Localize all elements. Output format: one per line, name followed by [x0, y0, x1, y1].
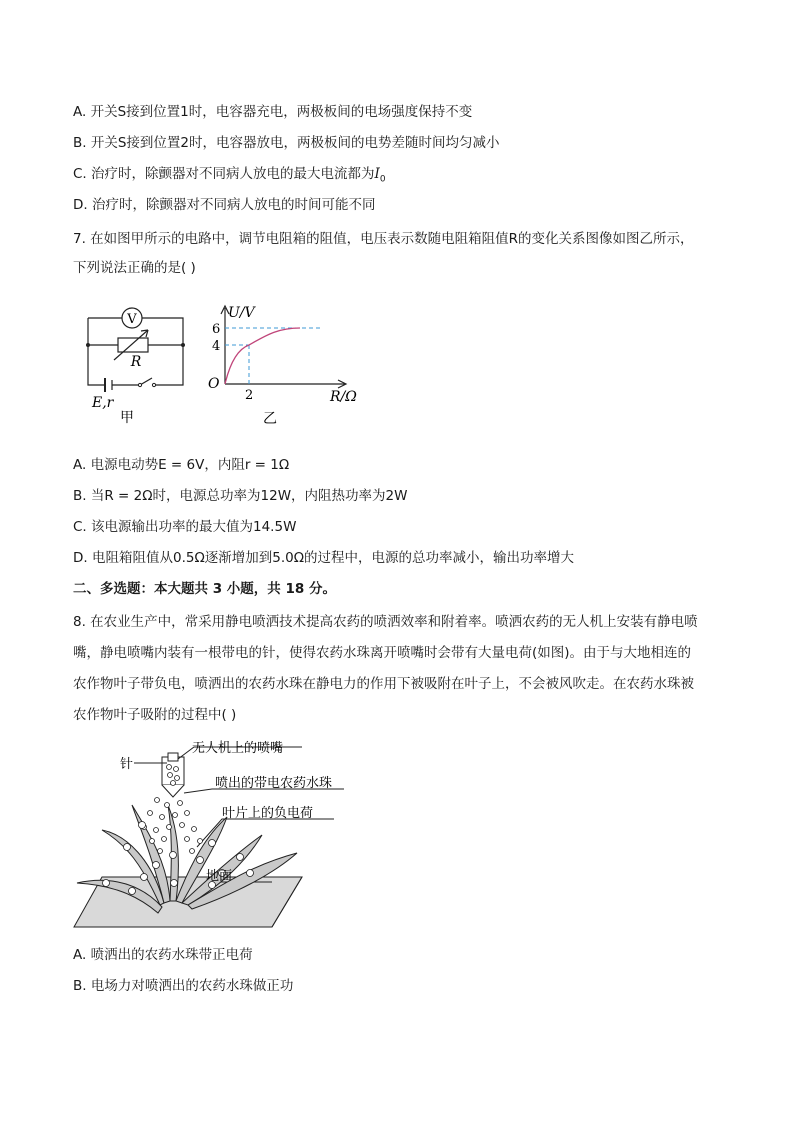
- source-label: E,r: [92, 395, 114, 411]
- q7-option-a: A. 电源电动势E = 6V，内阻r = 1Ω: [73, 457, 290, 473]
- graph-y-tick-6: 6: [212, 322, 221, 337]
- q7-option-b: B. 当R = 2Ω时，电源总功率为12W，内阻热功率为2W: [73, 488, 408, 504]
- graph-origin: O: [208, 376, 220, 392]
- q7-option-d: D. 电阻箱阻值从0.5Ω逐渐增加到5.0Ω的过程中，电源的总功率减小，输出功率增大: [73, 550, 575, 566]
- q8-stem-line3: 农作物叶子带负电，喷洒出的农药水珠在静电力的作用下被吸附在叶子上，不会被风吹走。在农药水珠被: [73, 676, 694, 692]
- q6-option-b: B. 开关S接到位置2时，电容器放电，两极板间的电势差随时间均匀减小: [73, 135, 500, 151]
- q7-graph-figure: [205, 298, 370, 430]
- q7-stem-line2: 下列说法正确的是( ): [73, 260, 196, 276]
- label-nozzle: 无人机上的喷嘴: [192, 741, 284, 756]
- graph-x-tick-2: 2: [245, 388, 254, 403]
- q8-option-b: B. 电场力对喷洒出的农药水珠做正功: [73, 978, 294, 994]
- label-needle: 针: [120, 757, 134, 772]
- q8-stem-line2: 嘴，静电喷嘴内装有一根带电的针，使得农药水珠离开喷嘴时会带有大量电荷(如图)。由于与大地相连的: [73, 645, 692, 661]
- graph-y-tick-4: 4: [212, 339, 221, 354]
- q6-option-d: D. 治疗时，除颤器对不同病人放电的时间可能不同: [73, 197, 376, 213]
- q7-circuit-figure: [80, 300, 200, 425]
- circuit-caption: 甲: [120, 410, 134, 425]
- q6-option-a: A. 开关S接到位置1时，电容器充电，两极板间的电场强度保持不变: [73, 104, 473, 120]
- voltmeter-label: V: [127, 312, 137, 327]
- q8-stem-line1: 8. 在农业生产中，常采用静电喷洒技术提高农药的喷洒效率和附着率。喷洒农药的无人机上安装有静电喷: [73, 614, 698, 630]
- q8-stem-line4: 农作物叶子吸附的过程中( ): [73, 707, 237, 723]
- q6-option-c-text: C. 治疗时，除颤器对不同病人放电的最大电流都为: [73, 166, 375, 182]
- q7-option-c: C. 该电源输出功率的最大值为14.5W: [73, 519, 297, 535]
- resistor-label: R: [130, 354, 142, 370]
- label-droplets: 喷出的带电农药水珠: [215, 776, 333, 791]
- q6-option-c: [73, 165, 386, 189]
- q8-spray-figure: [72, 735, 362, 930]
- graph-y-axis-label: U/V: [228, 305, 255, 321]
- q8-option-a: A. 喷洒出的农药水珠带正电荷: [73, 947, 253, 963]
- label-negative-charges: 叶片上的负电荷: [222, 806, 314, 821]
- label-ground: 地面: [206, 869, 233, 884]
- graph-caption: 乙: [263, 411, 277, 427]
- q6-option-c-var: I: [374, 166, 380, 182]
- graph-x-axis-label: R/Ω: [330, 389, 357, 405]
- q6-option-c-sub: 0: [379, 174, 386, 185]
- section-title: 二、多选题：本大题共 3 小题，共 18 分。: [73, 581, 336, 597]
- q7-stem-line1: 7. 在如图甲所示的电路中，调节电阻箱的阻值，电压表示数随电阻箱阻值R的变化关系图像如图乙所示，: [73, 231, 694, 247]
